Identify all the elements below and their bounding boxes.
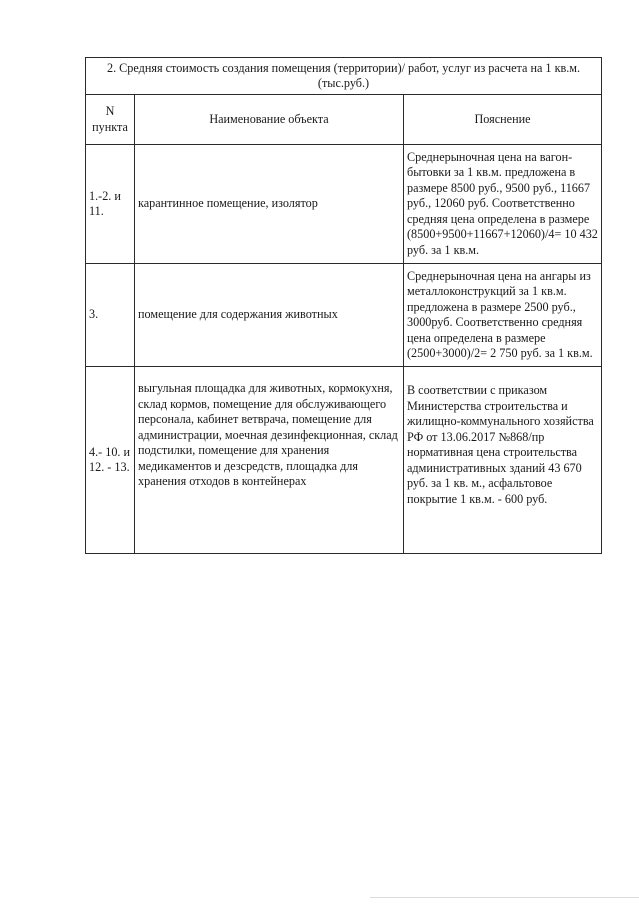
table-header-row [86,95,602,145]
row-note: Среднерыночная цена на вагон-бытовки за 1 кв.м. предложена в размере 8500 руб., 9500 руб., 11667 руб., 12060 руб. Соответственно средняя цена определена в размере (8500+9500+11667+12060)/4= 10 432 руб. за 1 кв.м. [404,145,602,264]
row-number: 3. [86,264,135,367]
header-number: N пункта [86,95,135,145]
header-name: Наименование объекта [135,95,404,145]
row-note: Среднерыночная цена на ангары из металлоконструкций за 1 кв.м. предложена в размере 2500 руб., 3000руб. Соответственно средняя цена определена в размере (2500+3000)/2= 2 750 руб. за 1 кв.м. [404,264,602,367]
header-note: Пояснение [404,95,602,145]
table-row [86,367,602,554]
cost-table [85,57,602,554]
table-title-row [86,58,602,95]
table-row [86,264,602,367]
row-name: карантинное помещение, изолятор [135,145,404,264]
row-number: 4.- 10. и 12. - 13. [86,367,135,554]
row-note: В соответствии с приказом Министерства строительства и жилищно-коммунального хозяйства РФ от 13.06.2017 №868/пр нормативная цена строительства административных зданий 43 670 руб. за 1 кв. м., асфальтовое покрытие 1 кв.м. - 600 руб. [404,367,602,554]
row-name: помещение для содержания животных [135,264,404,367]
table-row [86,145,602,264]
table-title: 2. Средняя стоимость создания помещения (территории)/ работ, услуг из расчета на 1 кв.м. (тыс.руб.) [86,58,602,95]
scan-edge-line [370,897,639,898]
row-number: 1.-2. и 11. [86,145,135,264]
row-name: выгульная площадка для животных, кормокухня, склад кормов, помещение для обслуживающего персонала, кабинет ветврача, помещение для администрации, моечная дезинфекционная, склад подстилки, помещение для хранения медикаментов и дезсредств, площадка для хранения отходов в контейнерах [135,367,404,554]
